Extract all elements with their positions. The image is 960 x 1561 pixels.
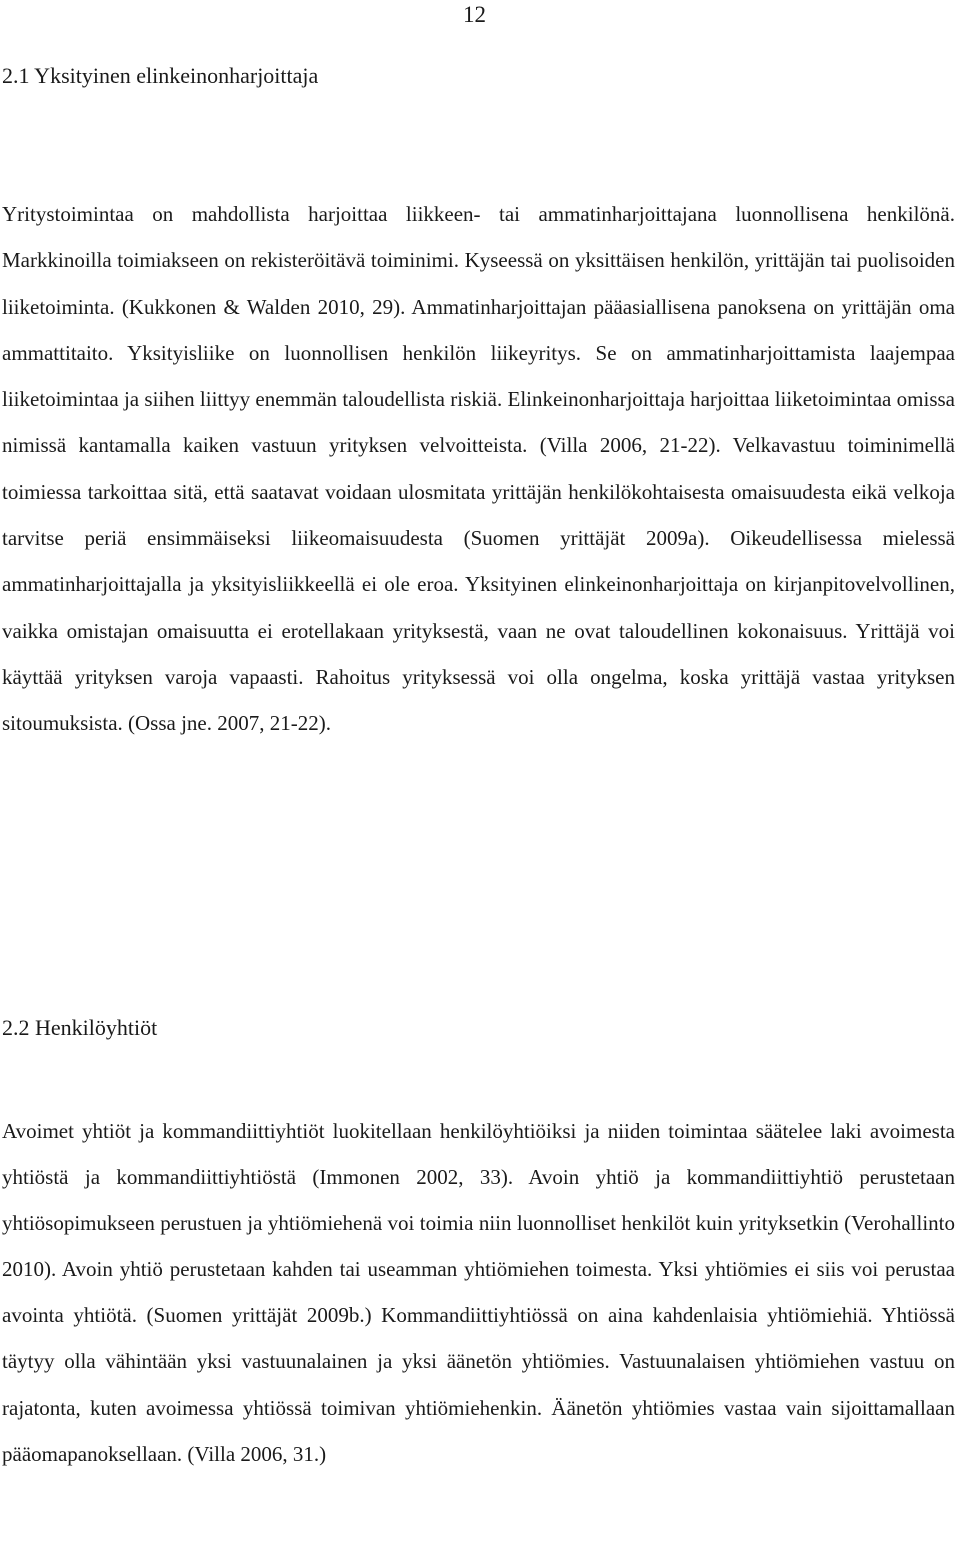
section-heading-henkiloyhtiot: 2.2 Henkilöyhtiöt (2, 1015, 158, 1040)
section-paragraph-henkiloyhtiot: Avoimet yhtiöt ja kommandiittiyhtiöt luokitellaan henkilöyhtiöiksi ja niiden toimintaa säätelee laki avoimesta yhtiöstä ja kommandiittiyhtiöstä (Immonen 2002, 33). Avoin yhtiö ja kommandiittiyhtiö perustetaan yhtiösopimukseen perustuen ja yhtiömiehenä voi toimia niin luonnolliset henkilöt kuin yrityksetkin (Verohallinto 2010). Avoin yhtiö perustetaan kahden tai useamman yhtiömiehen toimesta. Yksi yhtiömies ei siis voi perustaa avointa yhtiötä. (Suomen yrittäjät 2009b.) Kommandiittiyhtiössä on aina kahdenlaisia yhtiömiehiä. Yhtiössä täytyy olla vähintään yksi vastuunalainen ja yksi äänetön yhtiömies. Vastuunalaisen yhtiömiehen vastuu on rajatonta, kuten avoimessa yhtiössä toimivan yhtiömiehenkin. Äänetön yhtiömies vastaa vain sijoittamallaan pääomapanoksellaan. (Villa 2006, 31.) (2, 1119, 955, 1466)
page-number: 12 (463, 2, 486, 27)
section-paragraph-yksityinen-elinkeinonharjoittaja: Yritystoimintaa on mahdollista harjoittaa liikkeen- tai ammatinharjoittajana luonnollisena henkilönä. Markkinoilla toimiakseen on rekisteröitävä toiminimi. Kyseessä on yksittäisen henkilön, yrittäjän tai puolisoiden liiketoiminta. (Kukkonen & Walden 2010, 29). Ammatinharjoittajan pääasiallisena panoksena on yrittäjän oma ammattitaito. Yksityisliike on luonnollisen henkilön liikeyritys. Se on ammatinharjoittamista laajempaa liiketoimintaa ja siihen liittyy enemmän taloudellista riskiä. Elinkeinonharjoittaja harjoittaa liiketoimintaa omissa nimissä kantamalla kaiken vastuun yrityksen velvoitteista. (Villa 2006, 21-22). Velkavastuu toiminimellä toimiessa tarkoittaa sitä, että saatavat voidaan ulosmitata yrittäjän henkilökohtaisesta omaisuudesta eikä velkoja tarvitse periä ensimmäiseksi liikeomaisuudesta (Suomen yrittäjät 2009a). Oikeudellisessa mielessä ammatinharjoittajalla ja yksityisliikkeellä ei ole eroa. Yksityinen elinkeinonharjoittaja on kirjanpitovelvollinen, vaikka omistajan omaisuutta ei erotellakaan yrityksestä, vaan ne ovat taloudellinen kokonaisuus. Yrittäjä voi käyttää yrityksen varoja vapaasti. Rahoitus yrityksessä voi olla ongelma, koska yrittäjä vastaa yrityksen sitoumuksista. (Ossa jne. 2007, 21-22). (2, 202, 955, 736)
section-heading-yksityinen-elinkeinonharjoittaja: 2.1 Yksityinen elinkeinonharjoittaja (2, 63, 319, 88)
